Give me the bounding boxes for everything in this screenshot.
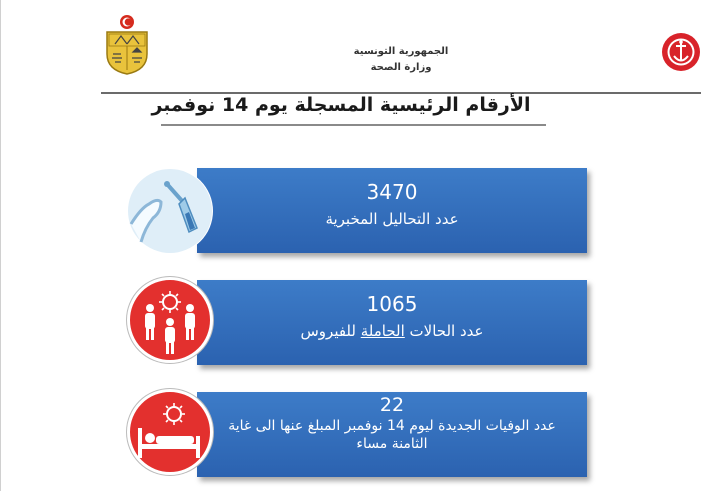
coat-of-arms-emblem xyxy=(101,14,153,76)
title-underline xyxy=(161,124,546,126)
stat-tests-value: 3470 xyxy=(366,180,418,204)
stat-deaths xyxy=(197,392,587,477)
stat-cases-label-before: عدد الحالات xyxy=(404,322,484,340)
header xyxy=(101,14,701,84)
stat-tests xyxy=(197,168,587,253)
patient-bed-icon xyxy=(127,389,213,475)
swab-test-icon xyxy=(127,168,213,254)
stat-cases xyxy=(197,280,587,365)
stat-tests-label: عدد التحاليل المخبرية xyxy=(325,210,459,228)
stat-deaths-label: عدد الوفيات الجديدة ليوم 14 نوفمبر المبلغ عنها الى غاية الثامنة مساء xyxy=(228,418,556,452)
stat-deaths-value: 22 xyxy=(379,394,405,416)
stat-cases-value: 1065 xyxy=(366,292,418,316)
country-name: الجمهورية التونسية xyxy=(353,46,449,57)
stat-cases-label-after: للفيروس xyxy=(300,322,361,340)
page-title: الأرقام الرئيسية المسجلة يوم 14 نوفمبر xyxy=(151,94,531,116)
ministry-logo-icon xyxy=(661,32,701,72)
infected-people-icon xyxy=(127,277,213,363)
stat-cases-label-highlight: الحاملة xyxy=(360,322,405,340)
ministry-name: وزارة الصحة xyxy=(370,62,432,73)
stat-cases-label xyxy=(197,322,587,340)
header-ministry-text xyxy=(271,44,531,76)
